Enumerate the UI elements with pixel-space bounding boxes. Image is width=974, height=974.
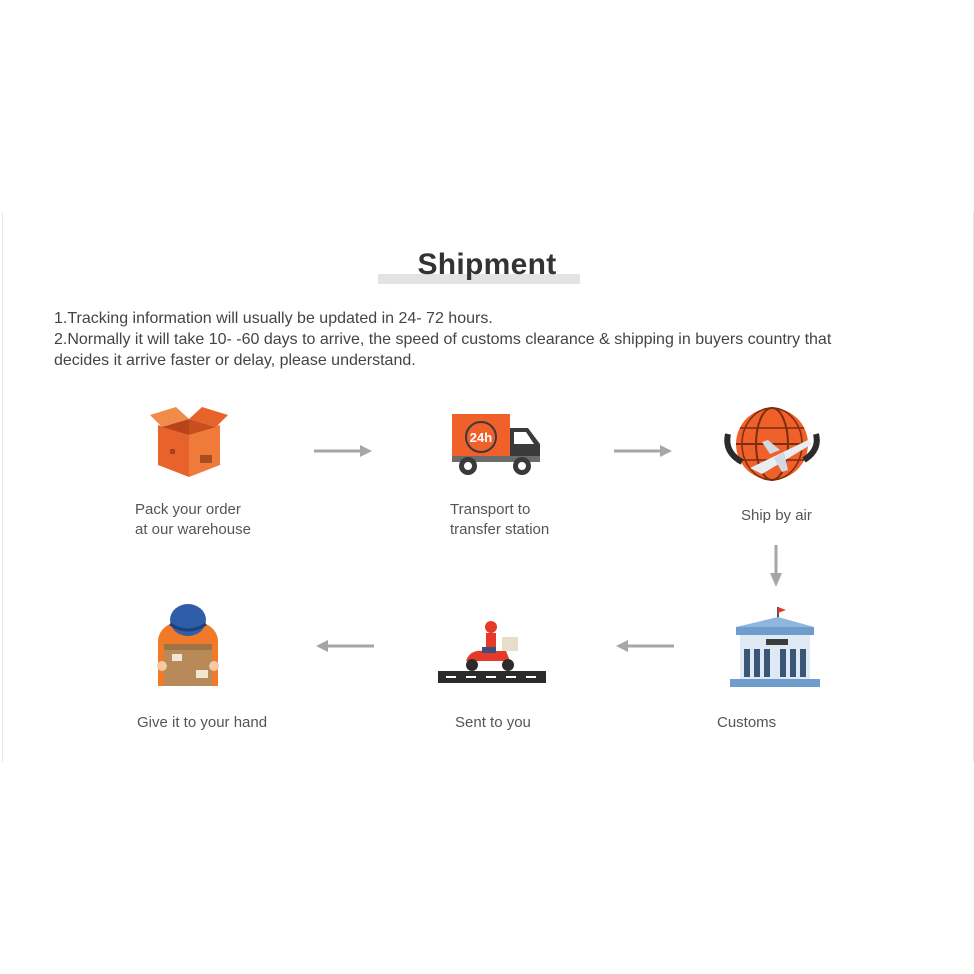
step-transport-label-2: transfer station	[450, 521, 550, 538]
courier-scooter-icon	[436, 617, 548, 687]
step-pack-label-1: Pack your order	[135, 501, 241, 518]
arrow-left-icon	[314, 638, 376, 654]
globe-airplane-icon	[722, 404, 822, 486]
note-tracking: 1.Tracking information will usually be updated in 24- 72 hours.	[54, 310, 493, 327]
note-duration: 2.Normally it will take 10- -60 days to arrive, the speed of customs clearance & shipping in buyers country that	[54, 331, 832, 348]
delivery-truck-24h-icon	[448, 410, 544, 480]
truck-badge-text: 24h	[469, 430, 493, 445]
step-pack-label-2: at our warehouse	[135, 521, 251, 538]
step-hand-label: Give it to your hand	[137, 714, 268, 731]
package-box-icon	[148, 405, 230, 481]
arrow-right-icon	[312, 443, 374, 459]
shipping-notes	[54, 308, 914, 371]
arrow-down-icon	[768, 543, 784, 589]
note-duration-cont: decides it arrive faster or delay, please understand.	[54, 352, 416, 369]
page-title: Shipment	[417, 248, 557, 281]
step-transport-label-1: Transport to	[450, 501, 531, 518]
arrow-left-icon	[614, 638, 676, 654]
step-sent-label: Sent to you	[455, 714, 531, 731]
delivery-person-box-icon	[150, 600, 226, 692]
arrow-right-icon	[612, 443, 674, 459]
customs-building-icon	[726, 605, 824, 689]
step-customs-label: Customs	[717, 714, 777, 731]
step-air-label: Ship by air	[741, 507, 812, 524]
title-area	[0, 248, 974, 282]
